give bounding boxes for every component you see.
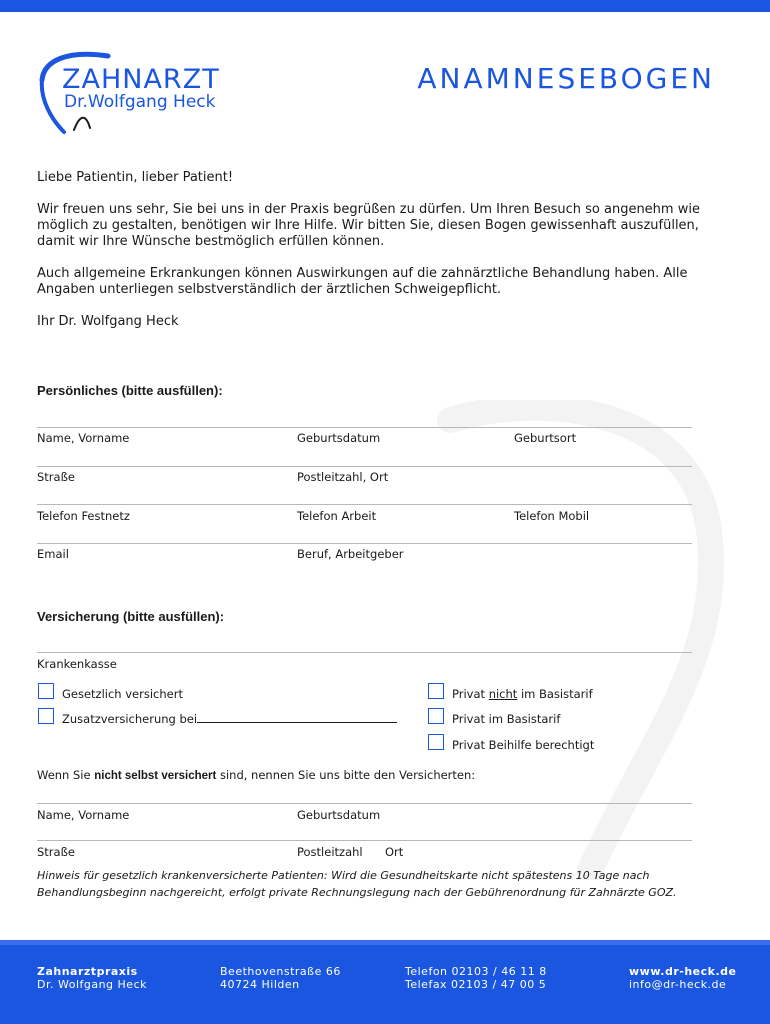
footer-city: 40724 Hilden [220,978,300,991]
tooth-watermark-icon [430,400,730,880]
label-birthdate: Geburtsdatum [297,431,381,445]
checkbox-privat-beihilfe[interactable] [428,734,444,750]
label-insured-name: Name, Vorname [37,808,130,822]
signature: Ihr Dr. Wolfgang Heck [37,314,179,329]
footer-phone: Telefon 02103 / 46 11 8 [405,965,547,978]
label-zusatz [62,712,397,726]
label-insurer: Krankenkasse [37,657,117,671]
zusatz-text: Zusatzversicherung bei [62,712,198,726]
privat-nicht-a: Privat [452,687,489,701]
document-title: ANAMNESEBOGEN [417,62,715,95]
footer-practice-name: Dr. Wolfgang Heck [37,978,147,991]
field-line-email[interactable] [37,543,692,544]
checkbox-privat-nicht-basis[interactable] [428,683,444,699]
footer-stripe [0,940,770,945]
field-line-street[interactable] [37,466,692,467]
logo-line2-a: Dr.Wolfgang [64,92,174,112]
label-name: Name, Vorname [37,431,130,445]
greeting: Liebe Patientin, lieber Patient! [37,170,234,185]
footer-street: Beethovenstraße 66 [220,965,341,978]
footer-fax: Telefax 02103 / 47 00 5 [405,978,547,991]
checkbox-privat-basis[interactable] [428,708,444,724]
field-line-insurer[interactable] [37,652,692,653]
label-gesetzlich: Gesetzlich versichert [62,687,183,701]
insured-person-intro [37,768,475,782]
label-phone-mobile: Telefon Mobil [514,509,590,523]
label-street: Straße [37,470,75,484]
label-insured-birthdate: Geburtsdatum [297,808,381,822]
footer-contact [405,965,547,991]
field-line-insured-street[interactable] [37,840,692,841]
insured-b: nicht selbst versichert [94,770,217,782]
footer-address [220,965,341,991]
footer-web [629,965,736,991]
label-phone-landline: Telefon Festnetz [37,509,130,523]
zusatz-field[interactable] [197,713,397,723]
checkbox-gesetzlich[interactable] [38,683,54,699]
label-insured-street: Straße [37,845,75,859]
footer-practice [37,965,147,991]
personal-section-title: Persönliches (bitte ausfüllen): [37,383,223,398]
insurance-section-title: Versicherung (bitte ausfüllen): [37,609,225,624]
label-privat-basis: Privat im Basistarif [452,712,561,726]
label-zip-city: Postleitzahl, Ort [297,470,389,484]
privat-nicht-b: nicht [488,687,518,701]
checkbox-zusatz[interactable] [38,708,54,724]
logo-line1: ZAHNARZT [62,64,220,95]
field-line-name[interactable] [37,427,692,428]
label-privat-nicht-basis [452,687,593,701]
footer [0,940,770,1024]
logo-line2 [64,92,215,112]
label-profession: Beruf, Arbeitgeber [297,547,404,561]
label-insured-zip: Postleitzahl [297,845,363,859]
label-privat-beihilfe: Privat Beihilfe berechtigt [452,738,595,752]
label-birthplace: Geburtsort [514,431,577,445]
insured-a: Wenn Sie [37,768,95,782]
intro-paragraph-2: Auch allgemeine Erkrankungen können Auswirkungen auf die zahnärztliche Behandlung haben. Alle Angaben unterliegen selbstverständlich der ärztlichen Schweigepflicht. [37,266,688,297]
label-email: Email [37,547,69,561]
logo-line2-b: Heck [173,92,216,112]
label-phone-work: Telefon Arbeit [297,509,377,523]
intro-paragraph-1: Wir freuen uns sehr, Sie bei uns in der Praxis begrüßen zu dürfen. Um Ihren Besuch so angenehm wie möglich zu gestalten, benötigen wir Ihre Hilfe. Wir bitten Sie, diesen Bogen gewissenhaft auszufüllen, damit wir Ihre Wünsche bestmöglich erfüllen können. [37,202,700,249]
insured-c: sind, nennen Sie uns bitte den Versicherten: [216,768,476,782]
field-line-phone[interactable] [37,504,692,505]
privat-nicht-c: im Basistarif [517,687,593,701]
top-bar [0,0,770,12]
footer-email-link[interactable]: info@dr-heck.de [629,978,727,991]
footer-practice-title: Zahnarztpraxis [37,965,138,978]
field-line-insured-name[interactable] [37,803,692,804]
label-insured-city: Ort [385,845,404,859]
footer-website-link[interactable]: www.dr-heck.de [629,965,737,978]
insurance-note: Hinweis für gesetzlich krankenversicherte Patienten: Wird die Gesundheitskarte nicht spätestens 10 Tage nach Behandlungsbeginn nachgereicht, erfolgt private Rechnungslegung nach der Gebührenordnung für Zahnärzte GOZ. [37,869,677,899]
